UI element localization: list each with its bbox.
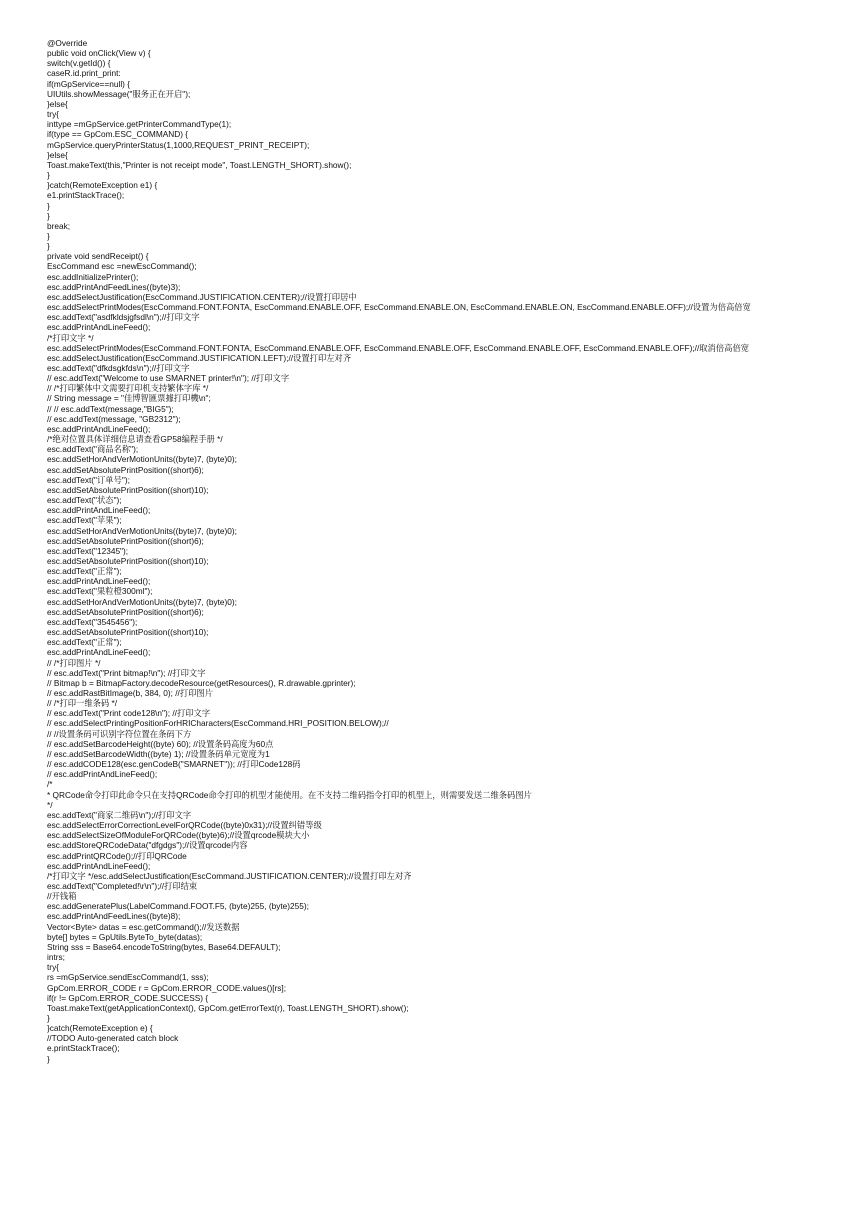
code-line: String sss = Base64.encodeToString(bytes, Base64.DEFAULT);: [47, 941, 281, 952]
code-line: // // esc.addText(message,"BIG5");: [47, 403, 174, 414]
code-line: esc.addPrintAndFeedLines((byte)3);: [47, 281, 181, 292]
code-line: esc.addSetAbsolutePrintPosition((short)10);: [47, 555, 209, 566]
code-line: esc.addPrintAndLineFeed();: [47, 647, 151, 658]
code-line: esc.addText("正常");: [47, 637, 122, 648]
code-line: try{: [47, 109, 59, 120]
code-line: esc.addText("3545456");: [47, 616, 138, 627]
code-line: esc.addSetAbsolutePrintPosition((short)6);: [47, 464, 204, 475]
code-line: esc.addPrintAndFeedLines((byte)8);: [47, 911, 181, 922]
code-line: esc.addText("果粒橙300ml");: [47, 586, 153, 597]
code-line: // esc.addText(message, "GB2312");: [47, 413, 181, 424]
code-line: //开钱箱: [47, 891, 77, 902]
code-line: esc.addSetHorAndVerMotionUnits((byte)7, (byte)0);: [47, 454, 237, 465]
code-line: esc.addSetHorAndVerMotionUnits((byte)7, (byte)0);: [47, 525, 237, 536]
code-line: esc.addSetAbsolutePrintPosition((short)10);: [47, 627, 209, 638]
code-line: if(mGpService==null) {: [47, 78, 131, 89]
code-line: Toast.makeText(this,"Printer is not receipt mode", Toast.LENGTH_SHORT).show();: [47, 159, 352, 170]
code-line: esc.addText("Completed!\r\n");//打印结束: [47, 880, 198, 891]
code-line: esc.addText("订单号");: [47, 474, 130, 485]
code-line: EscCommand esc =newEscCommand();: [47, 261, 197, 272]
code-line: esc.addInitializePrinter();: [47, 271, 139, 282]
code-line: }catch(RemoteException e) {: [47, 1023, 153, 1034]
code-line: // esc.addSetBarcodeHeight((byte) 60); //设置条码高度为60点: [47, 738, 274, 749]
code-line: esc.addSelectPrintModes(EscCommand.FONT.FONTA, EscCommand.ENABLE.OFF, EscCommand.ENABLE.ON, EscCommand.ENABLE.ON, EscCommand.ENABLE.OFF);//设置为倍高倍宽: [47, 302, 751, 313]
code-line: @Override: [47, 38, 88, 48]
code-line: UIUtils.showMessage("服务正在开启");: [47, 88, 191, 99]
code-line: e.printStackTrace();: [47, 1043, 120, 1054]
code-line: public void onClick(View v) {: [47, 48, 151, 59]
code-line: mGpService.queryPrinterStatus(1,1000,REQUEST_PRINT_RECEIPT);: [47, 139, 310, 150]
code-line: // esc.addText("Print bitmap!\n"); //打印文字: [47, 667, 206, 678]
code-line: * QRCode命令打印此命令只在支持QRCode命令打印的机型才能使用。在不支持二维码指令打印的机型上，则需要发送二维条码图片: [47, 789, 532, 800]
code-line: //TODO Auto-generated catch block: [47, 1033, 179, 1044]
code-line: esc.addSelectJustification(EscCommand.JUSTIFICATION.LEFT);//设置打印左对齐: [47, 352, 352, 363]
code-line: intrs;: [47, 952, 65, 963]
code-line: if(type == GpCom.ESC_COMMAND) {: [47, 129, 189, 140]
code-document: [47, 38, 847, 1064]
code-line: if(r != GpCom.ERROR_CODE.SUCCESS) {: [47, 992, 209, 1003]
code-line: }: [47, 210, 50, 221]
code-line: }: [47, 170, 50, 181]
code-line: // esc.addText("Welcome to use SMARNET printer!\n"); //打印文字: [47, 373, 290, 384]
code-line: /*打印文字 */esc.addSelectJustification(EscCommand.JUSTIFICATION.CENTER);//设置打印左对齐: [47, 870, 412, 881]
code-line: byte[] bytes = GpUtils.ByteTo_byte(datas);: [47, 931, 203, 942]
code-line: GpCom.ERROR_CODE r = GpCom.ERROR_CODE.values()[rs];: [47, 982, 287, 993]
code-line: esc.addPrintAndLineFeed();: [47, 322, 151, 333]
code-line: esc.addText("asdfkldsjgfsdl\n");//打印文字: [47, 312, 200, 323]
code-line: esc.addText("商品名称");: [47, 444, 139, 455]
code-line: esc.addPrintAndLineFeed();: [47, 860, 151, 871]
code-line: inttype =mGpService.getPrinterCommandType(1);: [47, 119, 232, 130]
code-line: // /*打印繁体中文需要打印机支持繁体字库 */: [47, 383, 209, 394]
code-line: esc.addStoreQRCodeData("dfgdgs");//设置qrcode内容: [47, 840, 248, 851]
code-line: esc.addPrintAndLineFeed();: [47, 423, 151, 434]
code-line: // /*打印图片 */: [47, 657, 101, 668]
code-line: esc.addSetAbsolutePrintPosition((short)6);: [47, 535, 204, 546]
code-line: esc.addSelectSizeOfModuleForQRCode((byte)6);//设置qrcode模块大小: [47, 830, 310, 841]
code-line: esc.addText("状态");: [47, 495, 122, 506]
code-line: }: [47, 1013, 50, 1023]
code-line: esc.addPrintQRCode();//打印QRCode: [47, 850, 187, 861]
code-line: switch(v.getId()) {: [47, 58, 111, 69]
code-line: // esc.addPrintAndLineFeed();: [47, 769, 158, 780]
code-line: esc.addText("苹果");: [47, 515, 122, 526]
code-line: esc.addSelectPrintModes(EscCommand.FONT.FONTA, EscCommand.ENABLE.OFF, EscCommand.ENABLE.OFF, EscCommand.ENABLE.OFF, EscCommand.ENABLE.OFF);//取消倍高倍宽: [47, 342, 750, 353]
code-line: esc.addSelectJustification(EscCommand.JUSTIFICATION.CENTER);//设置打印居中: [47, 291, 357, 302]
code-line: private void sendReceipt() {: [47, 251, 149, 262]
code-line: rs =mGpService.sendEscCommand(1, sss);: [47, 972, 209, 983]
code-line: esc.addPrintAndLineFeed();: [47, 576, 151, 587]
code-line: caseR.id.print_print:: [47, 68, 121, 79]
code-line: // esc.addSelectPrintingPositionForHRICharacters(EscCommand.HRI_POSITION.BELOW);//: [47, 718, 389, 729]
code-line: Toast.makeText(getApplicationContext(), GpCom.getErrorText(r), Toast.LENGTH_SHORT).show();: [47, 1002, 409, 1013]
code-line: // esc.addCODE128(esc.genCodeB("SMARNET")); //打印Code128码: [47, 759, 301, 770]
code-line: /*: [47, 779, 53, 790]
code-line: // esc.addText("Print code128\n"); //打印文字: [47, 708, 211, 719]
code-line: esc.addSetAbsolutePrintPosition((short)10);: [47, 484, 209, 495]
code-line: // /*打印一维条码 */: [47, 698, 118, 709]
code-line: esc.addPrintAndLineFeed();: [47, 505, 151, 516]
code-line: */: [47, 799, 53, 810]
code-line: // String message = "佳博智匯票據打印機\n";: [47, 393, 211, 404]
code-line: }: [47, 241, 50, 252]
code-line: esc.addText("正常");: [47, 566, 122, 577]
code-line: }else{: [47, 98, 68, 109]
code-line: }catch(RemoteException e1) {: [47, 180, 158, 191]
code-line: /*绝对位置具体详细信息请查看GP58编程手册 */: [47, 434, 223, 445]
code-line: esc.addSelectErrorCorrectionLevelForQRCode((byte)0x31);//设置纠错等级: [47, 820, 322, 831]
code-line: esc.addText("12345");: [47, 545, 129, 556]
code-line: /*打印文字 */: [47, 332, 94, 343]
code-line: }else{: [47, 149, 68, 160]
code-line: // Bitmap b = BitmapFactory.decodeResource(getResources(), R.drawable.gprinter);: [47, 677, 356, 688]
code-line: Vector<Byte> datas = esc.getCommand();//发送数据: [47, 921, 240, 932]
code-line: }: [47, 1053, 50, 1064]
code-line: e1.printStackTrace();: [47, 190, 125, 201]
code-line: }: [47, 230, 50, 241]
code-line: // //设置条码可识别字符位置在条码下方: [47, 728, 192, 739]
code-line: break;: [47, 220, 71, 231]
code-line: // esc.addSetBarcodeWidth((byte) 1); //设置条码单元宽度为1: [47, 748, 270, 759]
code-line: esc.addSetAbsolutePrintPosition((short)6);: [47, 606, 204, 617]
code-line: esc.addText("dfkdsgkfds\n");//打印文字: [47, 363, 190, 373]
code-line: try{: [47, 962, 59, 973]
code-line: // esc.addRastBitImage(b, 384, 0); //打印图片: [47, 688, 214, 698]
code-line: esc.addText("商家二维码\n");//打印文字: [47, 809, 192, 820]
code-line: esc.addSetHorAndVerMotionUnits((byte)7, (byte)0);: [47, 596, 237, 607]
code-line: esc.addGeneratePlus(LabelCommand.FOOT.F5, (byte)255, (byte)255);: [47, 901, 309, 912]
code-line: }: [47, 200, 50, 211]
